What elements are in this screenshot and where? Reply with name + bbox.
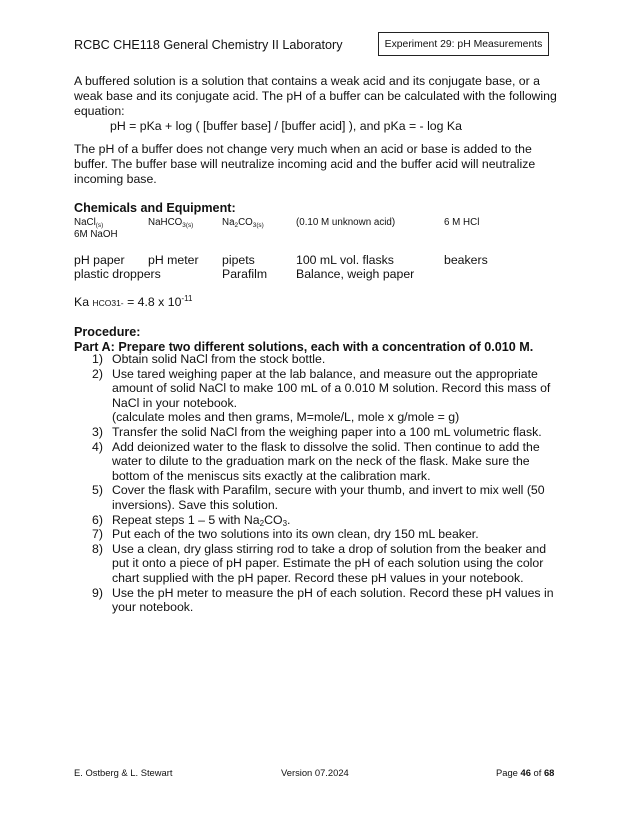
procedure-step: 3) Transfer the solid NaCl from the weighing paper into a 100 mL volumetric flask. bbox=[92, 424, 542, 439]
chemical-na2co3: $Na_2CO_{3(s)}$ bbox=[222, 217, 264, 229]
chemical-naoh: 6M NaOH bbox=[74, 229, 118, 240]
footer-authors: E. Ostberg & L. Stewart bbox=[74, 767, 173, 778]
chemical-unknown-acid: (0.10 M unknown acid) bbox=[296, 217, 396, 228]
part-a-heading: Part A: Prepare two different solutions, each with a concentration of 0.010 M. bbox=[74, 340, 534, 354]
equipment-ph-meter: pH meter bbox=[148, 253, 199, 267]
footer-page-number: Page 46 of 68 bbox=[496, 767, 555, 778]
equipment-pipets: pipets bbox=[222, 253, 255, 267]
equipment-droppers: plastic droppers bbox=[74, 267, 161, 281]
ka-value: Ka HCO31- = 4.8 x $10^{-11}$ bbox=[74, 294, 193, 309]
procedure-step: 4) Add deionized water to the flask to dissolve the solid. Then continue to add the water to dilute to the graduation mark on the neck of the flask. Make sure the bottom of the meniscus sits exactly at the calibration mark. bbox=[92, 439, 540, 483]
intro-paragraph-2: The pH of a buffer does not change very much when an acid or base is added to the buffer. The buffer base will neutralize incoming acid and the buffer acid will neutralize incoming base. bbox=[74, 142, 536, 187]
procedure-step: 8) Use a clean, dry glass stirring rod to take a drop of solution from the beaker and put it onto a piece of pH paper. Estimate the pH of each solution using the color chart supplied with the pH paper. Record these pH values in your notebook. bbox=[92, 541, 547, 585]
procedure-step: 9) Use the pH meter to measure the pH of each solution. Record these pH values in your notebook. bbox=[92, 585, 554, 615]
experiment-label-box: Experiment 29: pH Measurements bbox=[378, 32, 549, 56]
intro-paragraph-1: A buffered solution is a solution that contains a weak acid and its conjugate base, or a weak base and its conjugate acid. The pH of a buffer can be calculated with the following equation: bbox=[74, 74, 557, 119]
chemical-hcl: 6 M HCl bbox=[444, 217, 480, 228]
procedure-step: 5) Cover the flask with Parafilm, secure with your thumb, and invert to mix well (50 inversions). Save this solution. bbox=[92, 483, 545, 512]
footer-version: Version 07.2024 bbox=[281, 767, 349, 778]
equipment-parafilm: Parafilm bbox=[222, 267, 268, 281]
equipment-beakers: beakers bbox=[444, 253, 488, 267]
procedure-step: 2) Use tared weighing paper at the lab balance, and measure out the appropriate amount of solid NaCl to make 100 mL of a 0.010 M solution. Record this mass of NaCl in your notebook. (calculate moles and then grams, M=mole/L, mole x g/mole = g) bbox=[92, 366, 551, 425]
step-note: (calculate moles and then grams, M=mole/L, mole x g/mole = g) bbox=[112, 410, 460, 425]
procedure-steps bbox=[74, 352, 564, 615]
equipment-flasks: 100 mL vol. flasks bbox=[296, 253, 394, 267]
procedure-step: 7) Put each of the two solutions into its own clean, dry 150 mL beaker. bbox=[92, 527, 479, 542]
equipment-balance: Balance, weigh paper bbox=[296, 267, 415, 281]
chemical-nacl: NaCl$_{(s)}$ bbox=[74, 217, 104, 229]
equipment-ph-paper: pH paper bbox=[74, 253, 125, 267]
procedure-title: Procedure: bbox=[74, 325, 141, 339]
procedure-step: 6) Repeat steps 1 – 5 with $Na_2CO_3$. bbox=[92, 512, 291, 528]
procedure-step: 1) Obtain solid NaCl from the stock bottle. bbox=[92, 352, 326, 366]
chemicals-title: Chemicals and Equipment: bbox=[74, 201, 236, 215]
buffer-equation: pH = pKa + log ( [buffer base] / [buffer acid] ), and pKa = - log Ka bbox=[110, 119, 462, 133]
course-title: RCBC CHE118 General Chemistry II Laboratory bbox=[74, 38, 343, 52]
chemical-nahco3: NaHCO$_{3(s)}$ bbox=[148, 217, 194, 229]
